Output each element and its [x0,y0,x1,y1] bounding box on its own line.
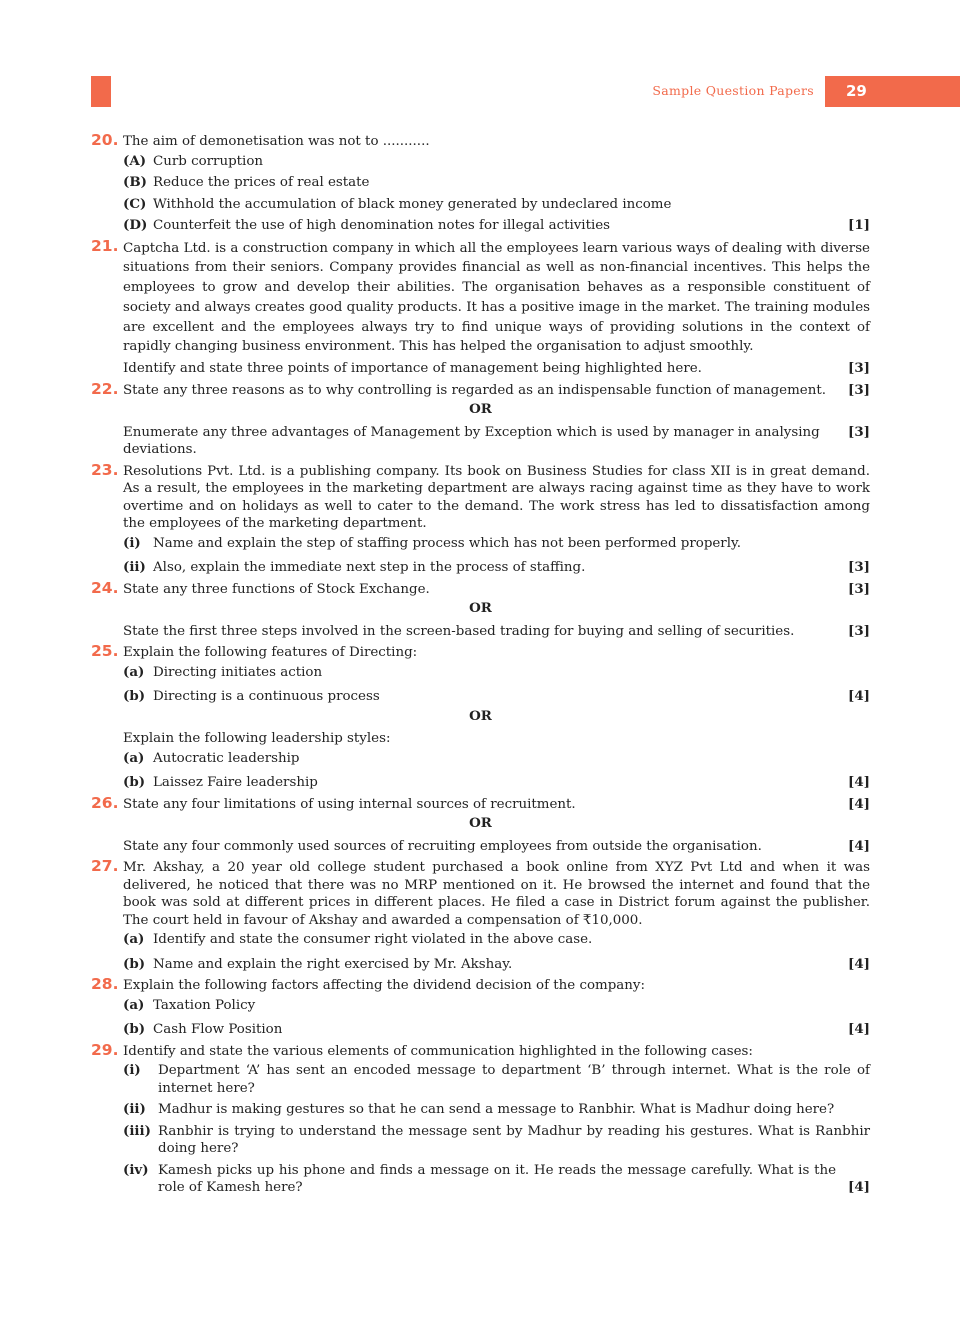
question-stem: The aim of demonetisation was not to ........... [123,134,430,149]
running-header-title: Sample Question Papers [652,83,814,98]
sub-question [123,664,870,682]
header-accent-bar [91,76,111,107]
sub-question-label: (a) [123,996,145,1013]
sub-question-label: (iii) [123,1122,151,1139]
sub-question-text: Ranbhir is trying to understand the message sent by Madhur by reading his gestures. What is Ranbhir doing here? [158,1123,870,1157]
question-23 [91,460,870,577]
question-number: 26. [91,793,119,812]
sub-question-label: (i) [123,1062,141,1079]
sub-question [123,997,870,1015]
question-26 [91,793,870,856]
sub-question-text: Directing is a continuous process [153,689,380,705]
question-list [91,133,870,1197]
question-22 [91,379,870,459]
question-text: Captcha Ltd. is a construction company in which all the employees learn various ways of dealing with diverse situations from their seniors. Company provides financial as well as non-financial incentives. This helps the employees to grow and develop their abilities. The organisation behaves as a responsible constituent of society and always creates good quality products. It has a positive image in the market. The training modules are excellent and the employees always try to find unique ways of providing solutions in the context of rapidly changing business environment. This has helped the organisation to adjust smoothly. [123,240,870,355]
sub-question-label: (b) [123,688,146,705]
marks: [4] [848,688,870,705]
marks: [4] [848,795,870,812]
question-text: Mr. Akshay, a 20 year old college student purchased a book online from XYZ Pvt Ltd and when it was delivered, he noticed that there was no MRP mentioned on it. He browsed the internet and found that the book was sold at different prices in different places. He filed a case in District forum against the publisher. The court held in favour of Akshay and awarded a compensation of ₹10,000. [123,860,870,928]
sub-question-text: Directing initiates action [153,664,323,680]
option [123,174,870,192]
question-stem: Identify and state the various elements of communication highlighted in the following cases: [123,1043,753,1059]
marks: [3] [848,381,870,398]
sub-question [123,931,870,949]
option-text: Curb corruption [153,153,264,169]
question-text: Resolutions Pvt. Ltd. is a publishing company. Its book on Business Studies for class XII is in great demand. As a result, the employees in the marketing department are always racing against time as they have to work overtime and on holidays as well to cater to the demand. The work stress has led to dissatisfaction among the employees of the marketing department. [123,463,870,532]
question-number: 23. [91,460,119,479]
question-24 [91,578,870,641]
alternative-text: State any four commonly used sources of recruiting employees from outside the organisation. [123,838,762,854]
sub-question [123,1162,870,1197]
or-divider: OR [469,707,492,724]
alternative-stem: Explain the following leadership styles: [123,731,391,747]
question-text: State any three reasons as to why controlling is regarded as an indispensable function of management. [123,382,826,398]
question-number: 28. [91,975,119,994]
sub-question [123,1062,870,1097]
sub-question-label: (a) [123,931,145,948]
alternative-text: Enumerate any three advantages of Management by Exception which is used by manager in analysing deviations. [123,424,820,458]
sub-question-label: (b) [123,774,146,791]
sub-question-label: (b) [123,955,146,972]
question-29 [91,1040,870,1197]
question-number: 22. [91,379,119,398]
option-text: Counterfeit the use of high denomination notes for illegal activities [153,218,611,233]
sub-question-text: Kamesh picks up his phone and finds a message on it. He reads the message carefully. What is the role of Kamesh here? [158,1162,836,1196]
marks: [4] [848,1179,870,1196]
option-text: Reduce the prices of real estate [153,175,370,190]
question-text: State any four limitations of using internal sources of recruitment. [123,796,576,812]
alternative-text: State the first three steps involved in the screen-based trading for buying and selling of securities. [123,623,795,639]
question-20 [91,133,870,235]
question-row [123,796,870,814]
question-number: 20. [91,131,119,149]
sub-question-label: (a) [123,663,145,680]
marks: [4] [848,837,870,854]
sub-question-label: (b) [123,1021,146,1038]
option-label: (D) [123,217,148,233]
option-text: Withhold the accumulation of black money generated by undeclared income [153,196,672,212]
marks: [3] [848,559,870,576]
sub-question-text: Laissez Faire leadership [153,775,318,791]
or-divider: OR [469,815,492,832]
page-number: 29 [846,82,867,100]
sub-question [123,535,870,553]
sub-question-text: Cash Flow Position [153,1022,283,1038]
option [123,217,870,235]
question-25 [91,644,870,792]
question-27 [91,859,870,973]
marks: [3] [848,423,870,440]
question-text: State any three functions of Stock Exchange. [123,581,430,597]
option-label: (A) [123,152,147,169]
sub-question [123,1101,870,1119]
or-divider: OR [469,401,492,418]
alternative-row [123,838,870,856]
marks: [4] [848,774,870,791]
question-prompt-row [123,360,870,378]
question-stem: Explain the following factors affecting the dividend decision of the company: [123,978,645,994]
question-number: 29. [91,1040,119,1059]
alternative-row [123,623,870,641]
sub-question [123,559,870,577]
sub-question-text: Name and explain the step of staffing process which has not been performed properly. [153,535,742,551]
question-prompt: Identify and state three points of importance of management being highlighted here. [123,361,702,377]
sub-question [123,956,870,974]
sub-question-label: (a) [123,749,145,766]
question-number: 21. [91,236,119,255]
sub-question [123,774,870,792]
or-divider: OR [469,600,492,617]
sub-question-text: Autocratic leadership [153,750,300,766]
question-number: 24. [91,578,119,597]
sub-question [123,1123,870,1158]
sub-question-label: (i) [123,534,141,551]
sub-question-text: Also, explain the immediate next step in the process of staffing. [153,560,586,576]
marks: [3] [848,580,870,597]
sub-question-text: Name and explain the right exercised by Mr. Akshay. [153,956,513,972]
sub-question-label: (ii) [123,559,146,576]
sub-question [123,1021,870,1039]
question-stem: Explain the following features of Directing: [123,645,418,661]
option [123,196,870,214]
alternative-row [123,424,870,459]
sub-question [123,688,870,706]
marks: [4] [848,1021,870,1038]
sub-question-text: Identify and state the consumer right violated in the above case. [153,932,593,948]
marks: [3] [848,622,870,639]
option-label: (C) [123,195,147,212]
marks: [1] [848,217,870,233]
question-number: 27. [91,857,119,876]
sub-question-label: (iv) [123,1161,149,1178]
marks: [3] [848,360,870,377]
question-21 [91,236,870,378]
option [123,153,870,171]
sub-question-label: (ii) [123,1101,146,1118]
question-row [123,581,870,599]
sub-question-text: Madhur is making gestures so that he can send a message to Ranbhir. What is Madhur doing here? [158,1102,835,1118]
page-number-box [825,76,960,107]
sub-question-text: Taxation Policy [153,997,256,1013]
sub-question [123,750,870,768]
marks: [4] [848,955,870,972]
question-28 [91,977,870,1039]
question-number: 25. [91,642,119,661]
option-label: (B) [123,174,147,190]
sub-question-text: Department ‘A’ has sent an encoded message to department ‘B’ through internet. What is the role of internet here? [158,1063,870,1096]
question-row [123,382,870,400]
